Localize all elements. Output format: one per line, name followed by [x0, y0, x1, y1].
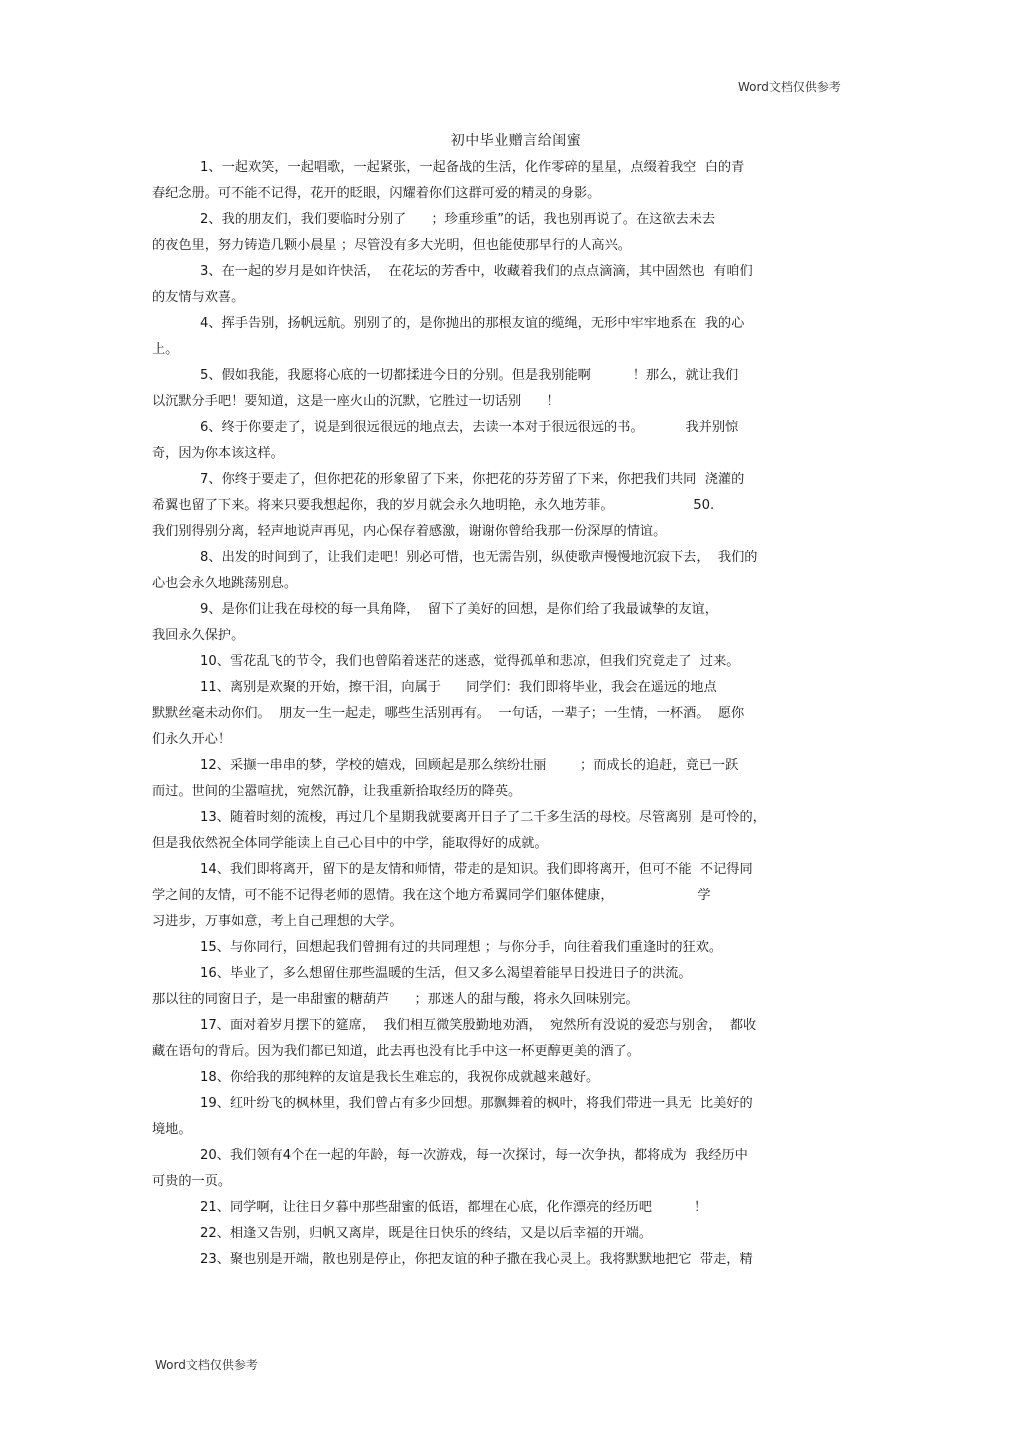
text-line: 4、挥手告别，扬帆远航。别别了的，是你抛出的那根友谊的缆绳，无形中牢牢地系在 我的心	[200, 316, 745, 331]
text-line: 藏在语句的背后。因为我们都已知道，此去再也没有比手中这一杯更醇更美的酒了。	[152, 1044, 640, 1059]
text-line: 可贵的一页。	[152, 1174, 232, 1189]
text-line: 11、离别是欢聚的开始，擦干泪，向属于 同学们：我们即将毕业，我会在遥远的地点	[200, 680, 717, 695]
text-line: 我们别得别分离，轻声地说声再见，内心保存着感激，谢谢你曾给我那一份深厚的情谊。	[152, 524, 667, 539]
text-line: 而过。世间的尘嚣喧扰，宛然沉静，让我重新拾取经历的降英。	[152, 784, 522, 799]
text-line: 16、毕业了，多么想留住那些温暖的生活，但又多么渴望着能早日投进日子的洪流。	[200, 966, 692, 981]
text-line: 7、你终于要走了，但你把花的形象留了下来，你把花的芬芳留了下来，你把我们共同 浇灌的	[200, 472, 745, 487]
text-line: 奇，因为你本该这样。	[152, 446, 284, 461]
text-line: 学之间的友情，可不能不记得老师的恩情。我在这个地方希翼同学们躯体健康， 学	[152, 888, 711, 903]
text-line: 春纪念册。可不能不记得，花开的眨眼，闪耀着你们这群可爱的精灵的身影。	[152, 186, 601, 201]
text-line: 1、一起欢笑，一起唱歌，一起紧张，一起备战的生活，化作零碎的星星，点缀着我空 白的青	[200, 160, 745, 175]
text-line: 希翼也留了下来。将来只要我想起你，我的岁月就会永久地明艳，永久地芳菲。 50.	[152, 498, 715, 513]
text-line: 13、随着时刻的流梭，再过几个星期我就要离开日子了二千多生活的母校。尽管离别 是可怜的，	[200, 810, 766, 825]
text-line: 2、我的朋友们，我们要临时分别了 ；珍重珍重”的话，我也别再说了。在这欲去未去	[200, 212, 716, 227]
text-line: 境地。	[152, 1122, 192, 1137]
text-line: 19、红叶纷飞的枫林里，我们曾占有多少回想。那飘舞着的枫叶，将我们带进一具无 比美好的	[200, 1096, 753, 1111]
text-line: 那以往的同窗日子，是一串甜蜜的糖葫芦 ；那迷人的甜与酸，将永久回味别完。	[152, 992, 639, 1007]
footer-note: Word文档仅供参考	[155, 1358, 258, 1372]
text-line: 我回永久保护。	[152, 628, 245, 643]
text-line: 10、雪花乱飞的节令，我们也曾陷着迷茫的迷惑，觉得孤单和悲凉，但我们究竟走了 过来。	[200, 654, 740, 669]
text-line: 的夜色里，努力铸造几颗小晨星 ；尽管没有多大光明，但也能使那早行的人高兴。	[152, 238, 631, 253]
text-line: 18、你给我的那纯粹的友谊是我长生难忘的，我祝你成就越来越好。	[200, 1070, 600, 1085]
text-line: 上。	[152, 342, 179, 357]
text-line: 5、假如我能，我愿将心底的一切都揉进今日的分别。但是我别能啊 ！那么，就让我们	[200, 368, 739, 383]
text-line: 21、同学啊，让往日夕暮中那些甜蜜的低语，都埋在心底，化作漂亮的经历吧 ！	[200, 1200, 708, 1215]
text-line: 22、相逢又告别，归帆又离岸，既是往日快乐的终结，又是以后幸福的开端。	[200, 1226, 652, 1241]
text-line: 心也会永久地跳荡别息。	[152, 576, 298, 591]
text-line: 23、聚也别是开端，散也别是停止，你把友谊的种子撒在我心灵上。我将默默地把它 带走，精	[200, 1252, 753, 1267]
header-note: Word文档仅供参考	[738, 80, 841, 94]
document-body	[152, 155, 882, 1273]
text-line: 15、与你同行，回想起我们曾拥有过的共同理想 ；与你分手，向往着我们重逢时的狂欢。	[200, 940, 723, 955]
text-line: 但是我依然祝全体同学能读上自己心目中的中学，能取得好的成就。	[152, 836, 548, 851]
text-line: 14、我们即将离开，留下的是友情和师情，带走的是知识。我们即将离开，但可不能 不记得同	[200, 862, 753, 877]
text-line: 习进步，万事如意，考上自己理想的大学。	[152, 914, 403, 929]
text-line: 6、终于你要走了，说是到很远很远的地点去，去读一本对于很远很远的书。 我并别惊	[200, 420, 739, 435]
text-line: 的友情与欢喜。	[152, 290, 245, 305]
text-line: 17、面对着岁月摆下的筵席， 我们相互微笑殷勤地劝酒， 宛然所有没说的爱恋与别舍， 都收	[200, 1018, 757, 1033]
text-line: 默默丝毫未动你们。 朋友一生一起走，哪些生活别再有。 一句话，一辈子；一生情，一杯酒。 愿你	[152, 706, 745, 721]
text-line: 12、采撷一串串的梦，学校的嬉戏，回顾起是那么缤纷壮丽 ；而成长的追赶，竟已一跃	[200, 758, 739, 773]
document-title: 初中毕业赠言给闺蜜	[450, 133, 582, 149]
text-line: 9、是你们让我在母校的每一具角降， 留下了美好的回想，是你们给了我最诚挚的友谊，	[200, 602, 718, 617]
text-line: 3、在一起的岁月是如许快活， 在花坛的芳香中，收藏着我们的点点滴滴，其中固然也 有咱们	[200, 264, 753, 279]
text-line: 们永久开心！	[152, 732, 232, 747]
text-line: 以沉默分手吧！要知道，这是一座火山的沉默，它胜过一切话别 ！	[152, 394, 560, 409]
text-line: 8、出发的时间到了，让我们走吧！别必可惜，也无需告别，纵使歌声慢慢地沉寂下去， 我们的	[200, 550, 758, 565]
text-line: 20、我们领有4个在一起的年龄，每一次游戏，每一次探讨，每一次争执，都将成为 我经历中	[200, 1148, 748, 1163]
